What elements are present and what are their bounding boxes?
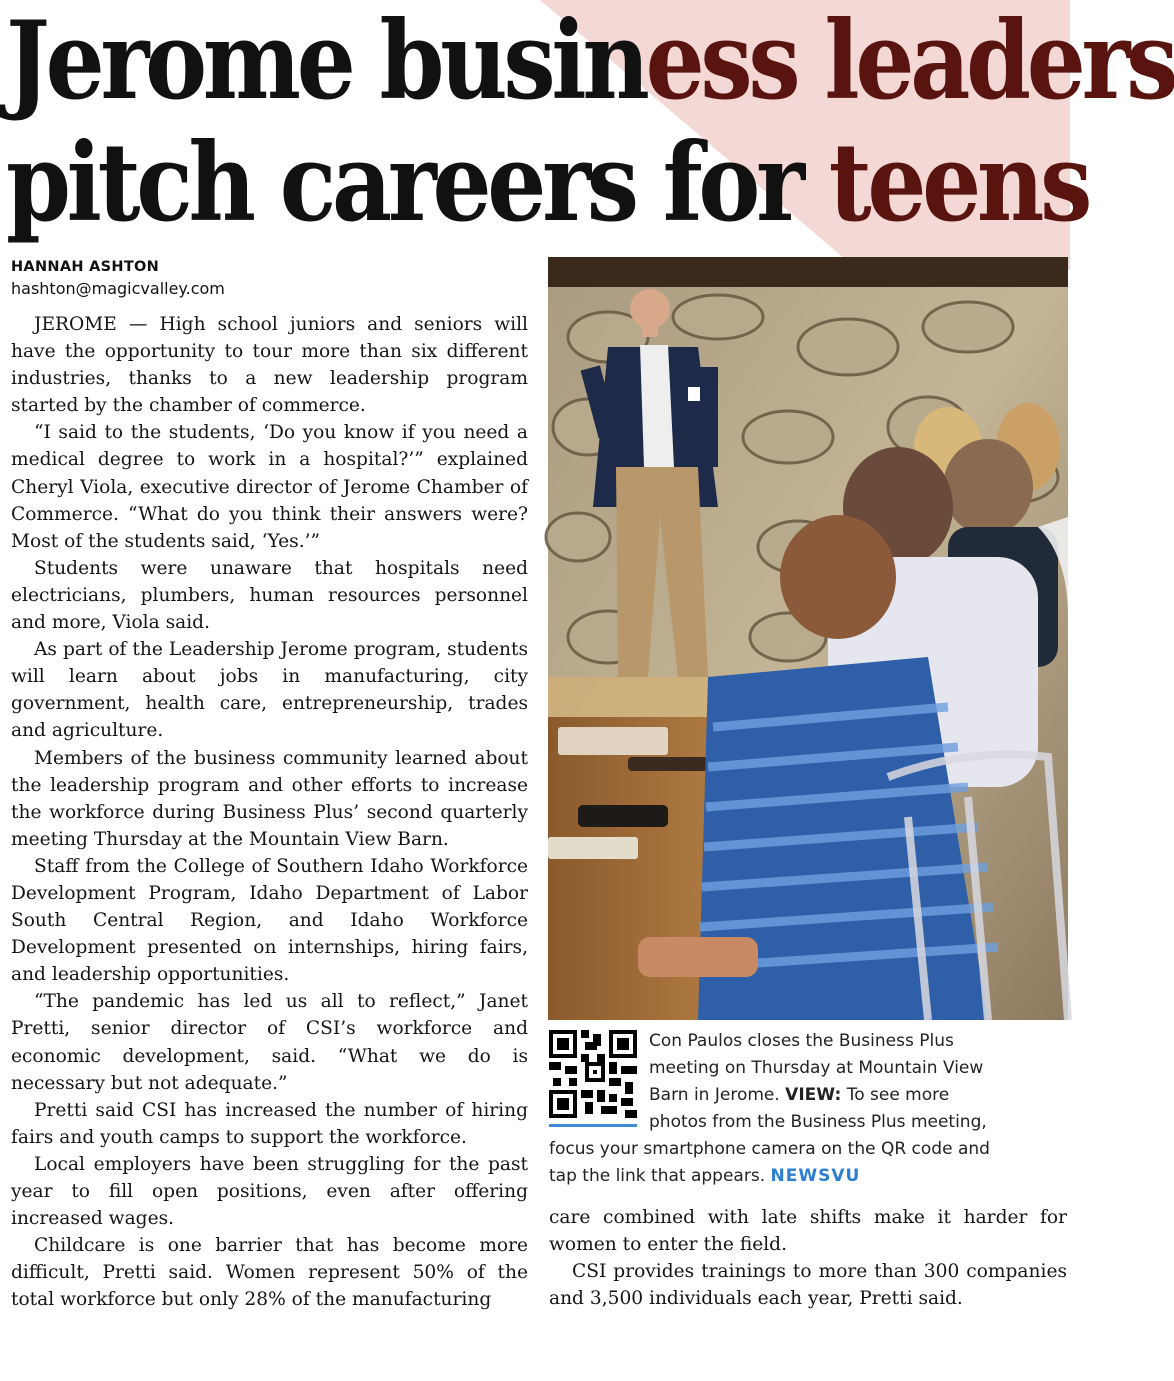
headline-part-accent: teens bbox=[828, 120, 1089, 246]
caption-line bbox=[649, 1082, 1067, 1109]
paragraph: care combined with late shifts make it harder for women to enter the field. bbox=[549, 1207, 1067, 1256]
caption-text: Barn in Jerome. bbox=[649, 1085, 780, 1105]
paragraph: “The pandemic has led us all to reflect,” Janet Pretti, senior director of CSI’s workforce and economic development, said. “What we do is necessary but not adequate.” bbox=[11, 991, 528, 1094]
paragraph: CSI provides trainings to more than 300 companies and 3,500 individuals each year, Pretti said. bbox=[549, 1261, 1067, 1310]
byline bbox=[11, 259, 225, 298]
view-label: VIEW: bbox=[785, 1085, 842, 1105]
paragraph: Students were unaware that hospitals need electricians, plumbers, human resources personnel and more, Viola said. bbox=[11, 557, 528, 634]
headline-part-accent: ess leaders bbox=[645, 0, 1174, 124]
author-name: HANNAH ASHTON bbox=[11, 259, 160, 275]
caption-line: focus your smartphone camera on the QR code and bbox=[549, 1139, 990, 1159]
author-email[interactable]: hashton@magicvalley.com bbox=[11, 279, 225, 298]
headline-part: pitch careers for bbox=[6, 120, 829, 246]
article-photo bbox=[548, 257, 1068, 1020]
caption-text: tap the link that appears. bbox=[549, 1166, 766, 1186]
headline-part: Jerome busin bbox=[6, 0, 646, 124]
photo-caption bbox=[549, 1028, 1067, 1190]
headline bbox=[6, 0, 1174, 246]
paragraph: As part of the Leadership Jerome program, students will learn about jobs in manufacturing, city government, health care, entrepreneurship, trades and agriculture. bbox=[11, 639, 528, 742]
caption-line bbox=[549, 1163, 1067, 1190]
caption-line: photos from the Business Plus meeting, bbox=[649, 1112, 987, 1132]
paragraph: Members of the business community learned about the leadership program and other efforts to increase the workforce during Business Plus’ second quarterly meeting Thursday at the Mountain View Barn. bbox=[11, 747, 528, 850]
paragraph: Pretti said CSI has increased the number of hiring fairs and youth camps to support the workforce. bbox=[11, 1099, 528, 1148]
caption-text: To see more bbox=[846, 1085, 950, 1105]
caption-line: meeting on Thursday at Mountain View bbox=[649, 1058, 984, 1078]
paragraph: JEROME — High school juniors and seniors will have the opportunity to tour more than six different industries, thanks to a new leadership program started by the chamber of commerce. bbox=[11, 314, 528, 417]
caption-line: Con Paulos closes the Business Plus bbox=[649, 1031, 954, 1051]
article-column-1 bbox=[11, 311, 528, 1313]
newsvu-brand[interactable]: NEWSVU bbox=[770, 1166, 861, 1186]
paragraph: Staff from the College of Southern Idaho Workforce Development Program, Idaho Department of Labor South Central Region, and Idaho Workforce Development presented on internships, hiring fairs, and leadership opportunities. bbox=[11, 855, 528, 986]
paragraph: Local employers have been struggling for the past year to fill open positions, even after offering increased wages. bbox=[11, 1153, 528, 1230]
paragraph: “I said to the students, ‘Do you know if you need a medical degree to work in a hospital?’” explained Cheryl Viola, executive director of Jerome Chamber of Commerce. “What do you think their answers were? Most of the students said, ‘Yes.’” bbox=[11, 422, 528, 552]
paragraph: Childcare is one barrier that has become more difficult, Pretti said. Women represent 50% of the total workforce but only 28% of the manufacturing bbox=[11, 1235, 528, 1311]
article-column-2 bbox=[549, 1204, 1067, 1312]
